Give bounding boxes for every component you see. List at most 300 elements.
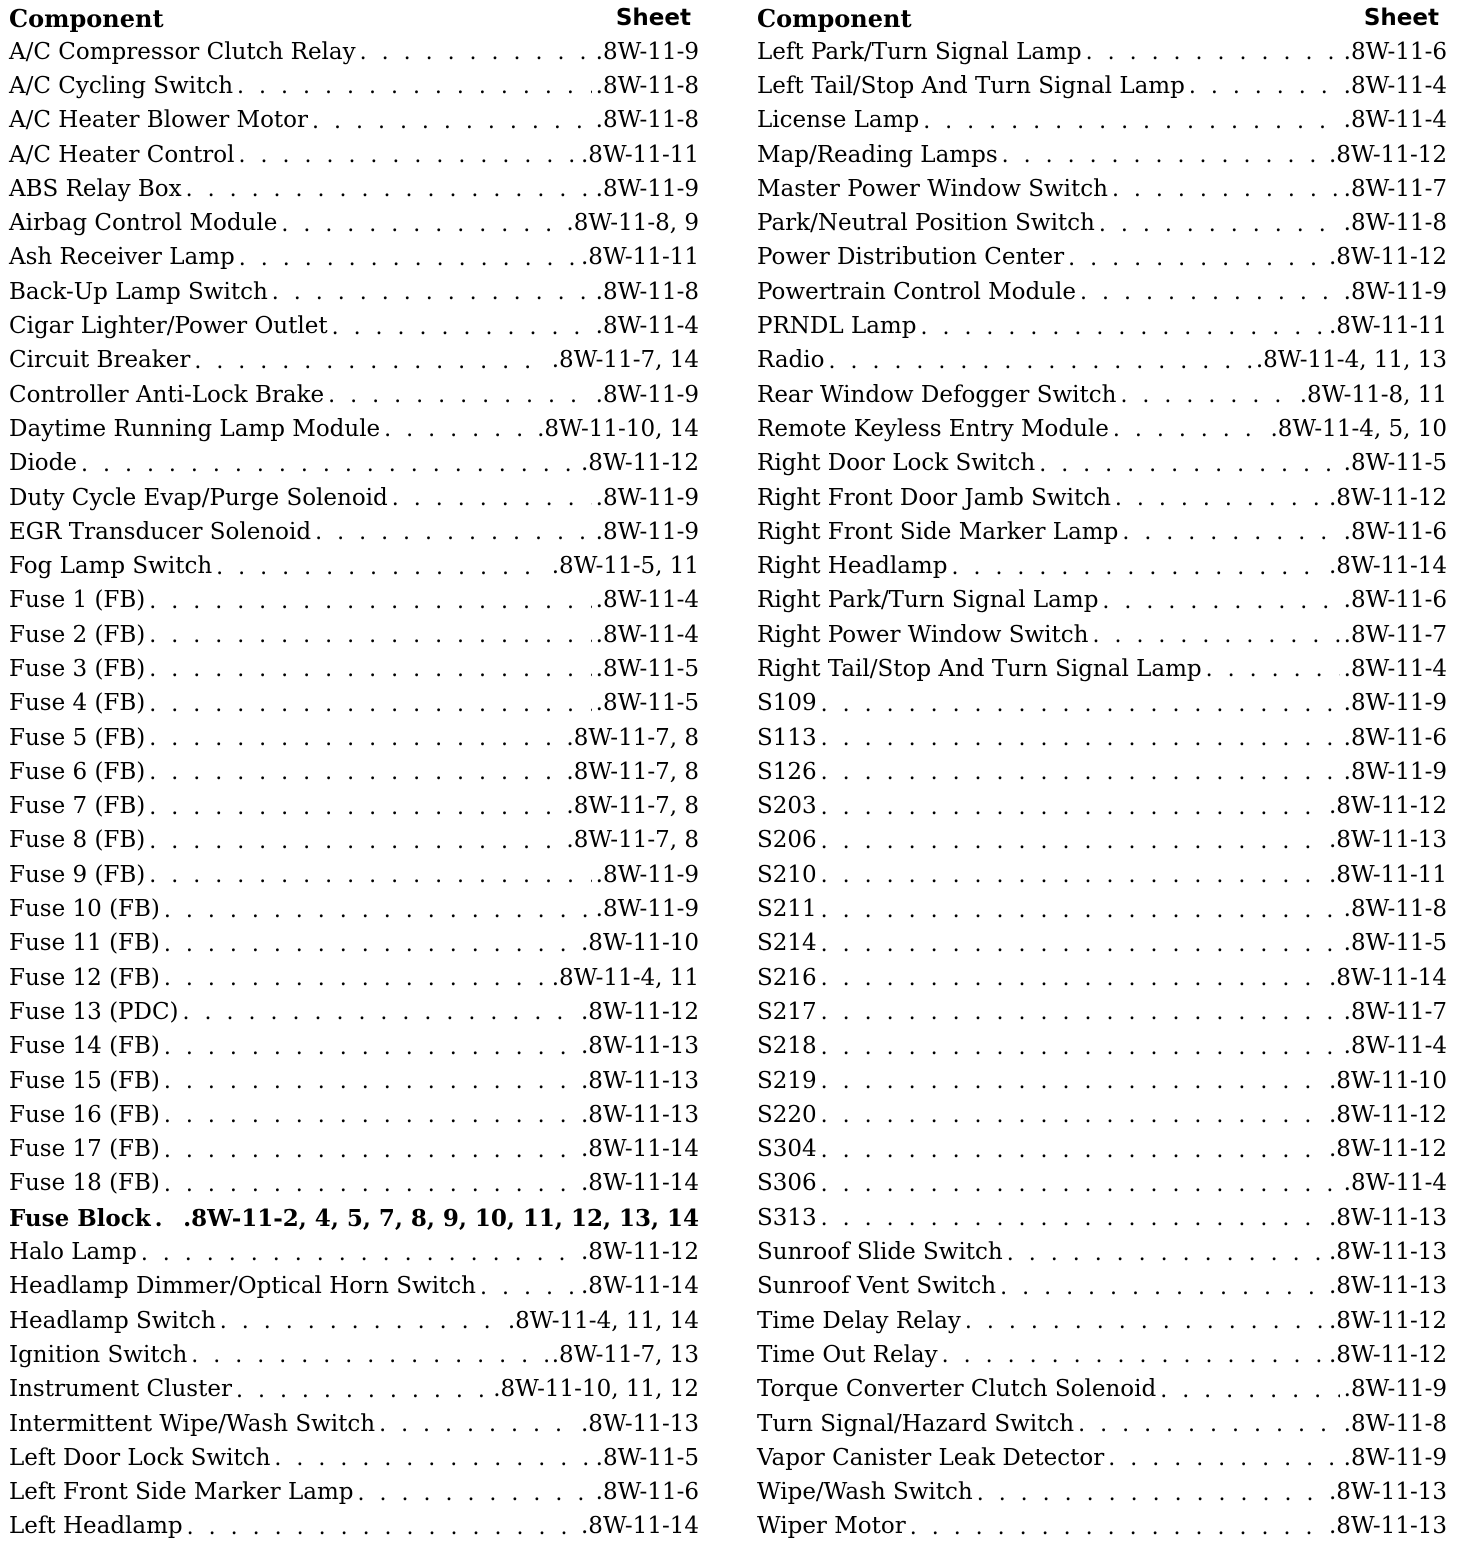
index-entry: [757, 755, 1447, 789]
component-name: S306: [757, 1170, 817, 1197]
component-name: Left Tail/Stop And Turn Signal Lamp: [757, 72, 1185, 99]
component-name: S216: [757, 964, 817, 991]
index-entry: [757, 275, 1447, 309]
component-name: Ash Receiver Lamp: [9, 244, 235, 271]
component-name: Fuse 1 (FB): [9, 587, 146, 614]
dot-leader: [149, 762, 562, 784]
index-entry: [9, 549, 699, 583]
component-name: ABS Relay Box: [9, 175, 182, 202]
dot-leader: [187, 1517, 577, 1539]
sheet-reference: .8W-11-12: [1329, 793, 1447, 820]
sheet-reference: .8W-11-12: [1329, 1136, 1447, 1163]
sheet-reference: .8W-11-9: [595, 381, 699, 408]
sheet-reference: .8W-11-14: [1329, 964, 1447, 991]
index-entry: [9, 755, 699, 789]
dot-leader: [828, 351, 1251, 373]
component-name: Sunroof Vent Switch: [757, 1273, 997, 1300]
component-name: Duty Cycle Evap/Purge Solenoid: [9, 484, 388, 511]
sheet-reference: .8W-11-9: [1343, 1376, 1447, 1403]
component-name: Power Distribution Center: [757, 244, 1065, 271]
dot-leader: [1086, 42, 1340, 64]
dot-leader: [1189, 76, 1340, 98]
component-name: Halo Lamp: [9, 1239, 137, 1266]
index-entry: [757, 1064, 1447, 1098]
component-name: Map/Reading Lamps: [757, 141, 998, 168]
index-entry: [9, 1098, 699, 1132]
sheet-reference: .8W-11-4: [595, 587, 699, 614]
index-entry: [757, 1338, 1447, 1372]
dot-leader: [149, 865, 591, 887]
component-name: Fuse 5 (FB): [9, 724, 146, 751]
index-entry: [9, 927, 699, 961]
index-entry: [9, 618, 699, 652]
column-header: [9, 2, 699, 34]
dot-leader: [821, 1174, 1340, 1196]
index-entry: [9, 858, 699, 892]
index-entry: [757, 1133, 1447, 1167]
index-entry: [757, 652, 1447, 686]
sheet-reference: .8W-11-4: [595, 621, 699, 648]
dot-leader: [141, 1243, 577, 1265]
dot-leader: [186, 179, 592, 201]
dot-leader: [332, 317, 592, 339]
index-entry: [9, 241, 699, 275]
index-entry: [9, 1475, 699, 1509]
sheet-reference: .8W-11-9: [1343, 278, 1447, 305]
sheet-reference: .8W-11-6: [1343, 38, 1447, 65]
sheet-reference: .8W-11-13: [1329, 1239, 1447, 1266]
index-entry: [757, 721, 1447, 755]
component-header: Component: [757, 3, 912, 33]
index-entry: [9, 447, 699, 481]
dot-leader: [164, 1105, 577, 1127]
sheet-reference: .8W-11-13: [1329, 1204, 1447, 1231]
dot-leader: [480, 1277, 577, 1299]
sheet-header: Sheet: [615, 5, 691, 31]
dot-leader: [164, 1037, 577, 1059]
sheet-reference: .8W-11-12: [1329, 1101, 1447, 1128]
dot-leader: [237, 76, 592, 98]
dot-leader: [821, 1208, 1325, 1230]
sheet-reference: .8W-11-13: [1329, 1273, 1447, 1300]
dot-leader: [312, 111, 592, 133]
sheet-reference: .8W-11-8: [1343, 210, 1447, 237]
index-entry: [757, 824, 1447, 858]
dot-leader: [1108, 1448, 1339, 1470]
index-entry: [9, 1270, 699, 1304]
sheet-reference: .8W-11-14: [581, 1513, 699, 1540]
component-name: Instrument Cluster: [9, 1376, 232, 1403]
component-name: Diode: [9, 450, 77, 477]
component-name: S210: [757, 861, 817, 888]
component-name: Headlamp Dimmer/Optical Horn Switch: [9, 1273, 476, 1300]
component-name: Time Delay Relay: [757, 1307, 961, 1334]
index-entry: [9, 206, 699, 240]
dot-leader: [1000, 1277, 1325, 1299]
dot-leader: [274, 1448, 591, 1470]
sheet-reference: .8W-11-9: [595, 896, 699, 923]
component-name: Fuse 4 (FB): [9, 690, 146, 717]
sheet-reference: .8W-11-4: [1343, 107, 1447, 134]
sheet-reference: .8W-11-5: [595, 655, 699, 682]
component-name: Ignition Switch: [9, 1341, 188, 1368]
component-name: Sunroof Slide Switch: [757, 1239, 1003, 1266]
sheet-reference: .8W-11-9: [595, 484, 699, 511]
component-name: Right Front Side Marker Lamp: [757, 518, 1119, 545]
component-name: Turn Signal/Hazard Switch: [757, 1410, 1075, 1437]
component-name: Wipe/Wash Switch: [757, 1479, 973, 1506]
index-entry: [9, 652, 699, 686]
index-entry: [9, 1167, 699, 1201]
component-name: Left Door Lock Switch: [9, 1444, 271, 1471]
dot-leader: [821, 728, 1340, 750]
dot-leader: [149, 591, 591, 613]
component-name: Airbag Control Module: [9, 210, 278, 237]
dot-leader: [923, 111, 1339, 133]
index-entry: [9, 961, 699, 995]
index-entry: [757, 995, 1447, 1029]
sheet-reference: .8W-11-5: [1343, 450, 1447, 477]
component-name: Fuse 16 (FB): [9, 1101, 160, 1128]
index-entry: [757, 515, 1447, 549]
sheet-reference: .8W-11-7, 8: [566, 724, 699, 751]
index-entry: [757, 69, 1447, 103]
index-entry: [9, 104, 699, 138]
sheet-reference: .8W-11-4: [595, 313, 699, 340]
index-entry: [9, 1510, 699, 1544]
index-entry: [9, 275, 699, 309]
index-entry: [9, 309, 699, 343]
component-name: S126: [757, 758, 817, 785]
dot-leader: [920, 317, 1325, 339]
dot-leader: [315, 522, 592, 544]
dot-leader: [164, 968, 548, 990]
dot-leader: [149, 625, 591, 647]
index-entry: [757, 1510, 1447, 1544]
dot-leader: [164, 1071, 577, 1093]
sheet-reference: .8W-11-2, 4, 5, 7, 8, 9, 10, 11, 12, 13, 14: [183, 1204, 699, 1232]
sheet-reference: .8W-11-8, 11: [1299, 381, 1447, 408]
dot-leader: [155, 1208, 179, 1230]
sheet-reference: .8W-11-4: [1343, 655, 1447, 682]
sheet-reference: .8W-11-4, 5, 10: [1270, 415, 1447, 442]
component-name: EGR Transducer Solenoid: [9, 518, 312, 545]
sheet-reference: .8W-11-13: [1329, 1513, 1447, 1540]
index-entry: [9, 1201, 699, 1235]
sheet-reference: .8W-11-11: [581, 244, 699, 271]
component-name: Left Headlamp: [9, 1513, 183, 1540]
component-name: Fuse 3 (FB): [9, 655, 146, 682]
sheet-reference: .8W-11-7: [1343, 998, 1447, 1025]
index-entry: [757, 172, 1447, 206]
index-entry: [9, 1407, 699, 1441]
component-name: Left Front Side Marker Lamp: [9, 1479, 354, 1506]
index-entry: [757, 892, 1447, 926]
component-name: Back-Up Lamp Switch: [9, 278, 268, 305]
sheet-reference: .8W-11-14: [1329, 553, 1447, 580]
index-entry: [757, 35, 1447, 69]
index-entry: [9, 481, 699, 515]
component-name: S313: [757, 1204, 817, 1231]
dot-leader: [360, 42, 592, 64]
component-name: Right Headlamp: [757, 553, 948, 580]
index-entry: [9, 892, 699, 926]
sheet-reference: .8W-11-11: [1329, 861, 1447, 888]
sheet-reference: .8W-11-13: [581, 1410, 699, 1437]
index-entry: [757, 206, 1447, 240]
component-name: Right Front Door Jamb Switch: [757, 484, 1111, 511]
dot-leader: [1002, 145, 1325, 167]
index-entry: [9, 1304, 699, 1338]
dot-leader: [821, 762, 1340, 784]
index-entry: [9, 721, 699, 755]
component-name: A/C Heater Control: [9, 141, 235, 168]
sheet-reference: .8W-11-10: [1329, 1067, 1447, 1094]
component-name: S220: [757, 1101, 817, 1128]
sheet-header: Sheet: [1363, 5, 1439, 31]
dot-leader: [164, 1174, 577, 1196]
sheet-reference: .8W-11-7, 8: [566, 758, 699, 785]
dot-leader: [1206, 659, 1340, 681]
dot-leader: [183, 1002, 577, 1024]
index-entry: [9, 412, 699, 446]
index-entry: [9, 344, 699, 378]
component-name: Fuse 15 (FB): [9, 1067, 160, 1094]
index-entry: [9, 138, 699, 172]
dot-leader: [821, 797, 1325, 819]
sheet-reference: .8W-11-9: [595, 518, 699, 545]
dot-leader: [821, 1105, 1325, 1127]
sheet-reference: .8W-11-5: [595, 690, 699, 717]
dot-leader: [149, 831, 562, 853]
dot-leader: [216, 557, 548, 579]
dot-leader: [1099, 214, 1340, 236]
index-entry: [757, 241, 1447, 275]
dot-leader: [272, 282, 592, 304]
dot-leader: [281, 214, 562, 236]
component-name: Circuit Breaker: [9, 347, 191, 374]
dot-leader: [149, 728, 562, 750]
sheet-reference: .8W-11-5, 11: [551, 553, 699, 580]
component-name: Fuse 6 (FB): [9, 758, 146, 785]
dot-leader: [1120, 385, 1295, 407]
index-entry: [757, 447, 1447, 481]
component-name: S217: [757, 998, 817, 1025]
index-entry: [9, 995, 699, 1029]
sheet-reference: .8W-11-12: [1329, 244, 1447, 271]
column-header: [757, 2, 1447, 34]
dot-leader: [149, 797, 562, 819]
index-entry: [757, 858, 1447, 892]
component-name: S113: [757, 724, 817, 751]
component-name: Fuse 8 (FB): [9, 827, 146, 854]
index-entry: [9, 584, 699, 618]
index-entry: [757, 1475, 1447, 1509]
sheet-reference: .8W-11-6: [595, 1479, 699, 1506]
dot-leader: [239, 248, 577, 270]
index-entry: [757, 104, 1447, 138]
sheet-reference: .8W-11-12: [1329, 484, 1447, 511]
sheet-reference: .8W-11-9: [1343, 690, 1447, 717]
sheet-reference: .8W-11-7, 14: [551, 347, 699, 374]
index-entry: [9, 1030, 699, 1064]
sheet-reference: .8W-11-12: [581, 998, 699, 1025]
component-name: Fuse 17 (FB): [9, 1136, 160, 1163]
index-entry: [757, 1304, 1447, 1338]
index-entry: [9, 790, 699, 824]
sheet-reference: .8W-11-11: [1329, 313, 1447, 340]
component-name: S203: [757, 793, 817, 820]
index-entry: [9, 172, 699, 206]
component-name: Right Door Lock Switch: [757, 450, 1036, 477]
index-entry: [757, 618, 1447, 652]
dot-leader: [1102, 591, 1339, 613]
component-name: Headlamp Switch: [9, 1307, 216, 1334]
index-entry: [9, 515, 699, 549]
sheet-reference: .8W-11-11: [581, 141, 699, 168]
component-name: Fuse 11 (FB): [9, 930, 160, 957]
sheet-reference: .8W-11-9: [1343, 758, 1447, 785]
sheet-reference: .8W-11-4, 11, 13: [1255, 347, 1447, 374]
component-name: S219: [757, 1067, 817, 1094]
component-name: Right Tail/Stop And Turn Signal Lamp: [757, 655, 1202, 682]
index-entry: [9, 1441, 699, 1475]
dot-leader: [1122, 522, 1339, 544]
sheet-reference: .8W-11-9: [595, 175, 699, 202]
sheet-reference: .8W-11-4: [1343, 1170, 1447, 1197]
left-entry-list: [9, 35, 699, 1544]
sheet-reference: .8W-11-14: [581, 1273, 699, 1300]
component-name: Fuse 7 (FB): [9, 793, 146, 820]
index-entry: [9, 1373, 699, 1407]
index-entry: [757, 378, 1447, 412]
index-entry: [757, 687, 1447, 721]
index-entry: [757, 790, 1447, 824]
sheet-reference: .8W-11-13: [1329, 1479, 1447, 1506]
component-name: Fuse 2 (FB): [9, 621, 146, 648]
component-name: Wiper Motor: [757, 1513, 906, 1540]
dot-leader: [164, 900, 592, 922]
index-entry: [757, 1373, 1447, 1407]
sheet-reference: .8W-11-5: [1343, 930, 1447, 957]
index-entry: [757, 549, 1447, 583]
sheet-reference: .8W-11-7: [1343, 175, 1447, 202]
component-header: Component: [9, 3, 164, 33]
sheet-reference: .8W-11-6: [1343, 518, 1447, 545]
sheet-reference: .8W-11-4: [1343, 1033, 1447, 1060]
index-entry: [757, 344, 1447, 378]
index-entry: [757, 1030, 1447, 1064]
component-name: Daytime Running Lamp Module: [9, 415, 381, 442]
sheet-reference: .8W-11-12: [581, 1239, 699, 1266]
component-name: Right Power Window Switch: [757, 621, 1089, 648]
sheet-reference: .8W-11-7, 8: [566, 827, 699, 854]
index-entry: [757, 1441, 1447, 1475]
component-name: A/C Cycling Switch: [9, 72, 234, 99]
index-entry: [9, 1235, 699, 1269]
component-name: PRNDL Lamp: [757, 313, 917, 340]
component-name: S214: [757, 930, 817, 957]
component-name: Fog Lamp Switch: [9, 553, 213, 580]
index-entry: [9, 1133, 699, 1167]
index-entry: [757, 412, 1447, 446]
dot-leader: [821, 1037, 1340, 1059]
index-entry: [757, 927, 1447, 961]
sheet-reference: .8W-11-10, 14: [537, 415, 699, 442]
dot-leader: [821, 831, 1325, 853]
sheet-reference: .8W-11-4, 11: [551, 964, 699, 991]
index-entry: [757, 309, 1447, 343]
component-name: Fuse 18 (FB): [9, 1170, 160, 1197]
sheet-reference: .8W-11-13: [581, 1101, 699, 1128]
dot-leader: [1160, 1380, 1339, 1402]
sheet-reference: .8W-11-13: [581, 1067, 699, 1094]
dot-leader: [1078, 1414, 1340, 1436]
dot-leader: [977, 1483, 1325, 1505]
index-entry: [9, 378, 699, 412]
dot-leader: [236, 1380, 489, 1402]
sheet-reference: .8W-11-4: [1343, 72, 1447, 99]
index-entry: [757, 138, 1447, 172]
dot-leader: [821, 968, 1325, 990]
index-entry: [757, 584, 1447, 618]
index-entry: [757, 481, 1447, 515]
component-name: Cigar Lighter/Power Outlet: [9, 313, 328, 340]
sheet-reference: .8W-11-8: [1343, 896, 1447, 923]
sheet-reference: .8W-11-6: [1343, 587, 1447, 614]
index-entry: [9, 1064, 699, 1098]
dot-leader: [965, 1311, 1325, 1333]
dot-leader: [379, 1414, 577, 1436]
sheet-reference: .8W-11-7, 8: [566, 793, 699, 820]
index-entry: [757, 1407, 1447, 1441]
sheet-reference: .8W-11-8, 9: [566, 210, 699, 237]
dot-leader: [149, 659, 591, 681]
dot-leader: [81, 454, 577, 476]
dot-leader: [1113, 419, 1267, 441]
dot-leader: [821, 1002, 1340, 1024]
sheet-reference: .8W-11-10, 11, 12: [493, 1376, 699, 1403]
index-entry: [9, 824, 699, 858]
dot-leader: [821, 1071, 1325, 1093]
index-entry: [757, 961, 1447, 995]
index-entry: [757, 1270, 1447, 1304]
component-name: Torque Converter Clutch Solenoid: [757, 1376, 1157, 1403]
index-entry: [9, 69, 699, 103]
dot-leader: [358, 1483, 592, 1505]
dot-leader: [1068, 248, 1325, 270]
sheet-reference: .8W-11-8: [1343, 1410, 1447, 1437]
index-entry: [757, 1235, 1447, 1269]
dot-leader: [1039, 454, 1339, 476]
dot-leader: [1112, 179, 1340, 201]
index-entry: [9, 687, 699, 721]
dot-leader: [910, 1517, 1325, 1539]
sheet-reference: .8W-11-12: [1329, 1307, 1447, 1334]
component-name: A/C Heater Blower Motor: [9, 107, 308, 134]
sheet-reference: .8W-11-9: [1343, 1444, 1447, 1471]
index-entry: [757, 1098, 1447, 1132]
sheet-reference: .8W-11-8: [595, 72, 699, 99]
dot-leader: [942, 1345, 1325, 1367]
dot-leader: [239, 145, 577, 167]
component-name: A/C Compressor Clutch Relay: [9, 38, 356, 65]
component-name: Fuse Block: [9, 1204, 151, 1232]
right-column: [757, 2, 1447, 1544]
dot-leader: [194, 351, 547, 373]
left-column: [9, 2, 699, 1544]
dot-leader: [951, 557, 1325, 579]
